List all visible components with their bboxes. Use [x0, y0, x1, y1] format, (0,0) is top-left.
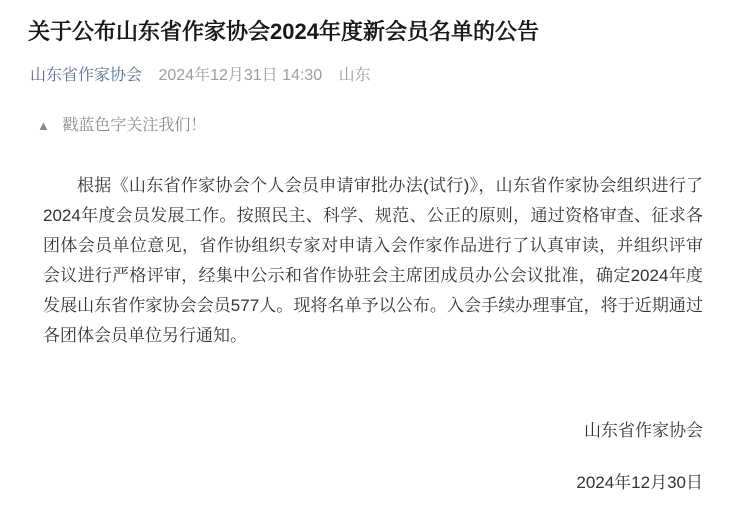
account-name-link[interactable]: 山东省作家协会 — [30, 67, 143, 84]
publish-time: 2024年12月31日 14:30 — [158, 67, 323, 84]
signature-org: 山东省作家协会 — [584, 421, 703, 440]
publish-location: 山东 — [338, 67, 371, 84]
signature-date: 2024年12月30日 — [576, 473, 703, 492]
article-meta — [30, 67, 713, 84]
article-body-paragraph: 根据《山东省作家协会个人会员申请审批办法(试行)》，山东省作家协会组织进行了2024年度会员发展工作。按照民主、科学、规范、公正的原则，通过资格审查、征求各团体会员单位意见，省作协组织专家对申请入会作家作品进行了认真审读，并组织评审会议进行严格评审，经集中公示和省作协驻会主席团成员办公会议批准，确定2024年度发展山东省作家协会会员577人。现将名单予以公布。入会手续办理事宜，将于近期通过各团体会员单位另行通知。 — [43, 176, 703, 345]
article-title: 关于公布山东省作家协会2024年度新会员名单的公告 — [28, 19, 539, 44]
follow-hint-text: 戳蓝色字关注我们！ — [62, 117, 207, 134]
follow-hint-row — [37, 118, 713, 134]
triangle-up-icon: ▲ — [37, 118, 50, 133]
